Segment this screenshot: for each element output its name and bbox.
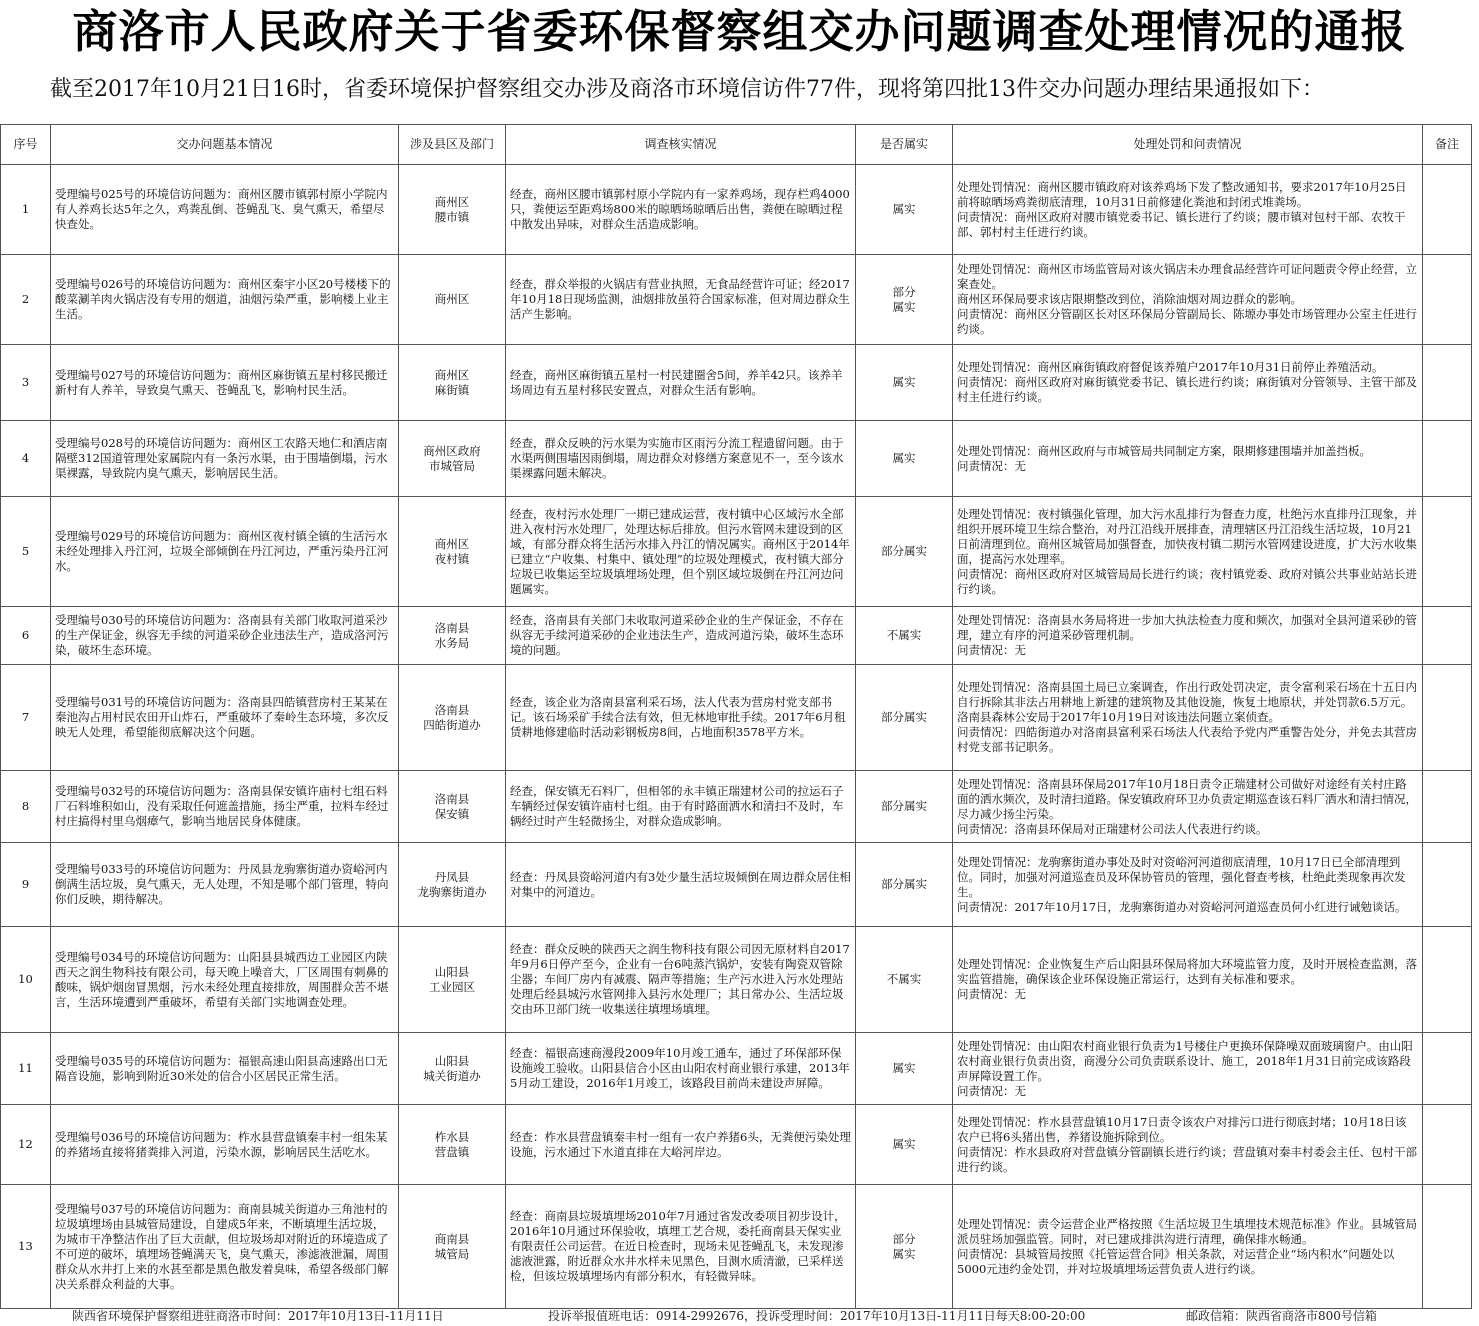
cell-department: 商州区 腰市镇 <box>399 165 506 255</box>
cell-issue: 受理编号032号的环境信访问题为：洛南县保安镇许庙村七组石料厂石料堆积如山，没有采取任何遮盖措施，扬尘严重，拉料车经过村庄搞得村里乌烟瘴气，影响当地居民身体健康。 <box>51 771 399 843</box>
table-row <box>1 165 1472 255</box>
cell-issue: 受理编号030号的环境信访问题为：洛南县有关部门收取河道采沙的生产保证金，纵容无手续的河道采砂企业违法生产，造成洛河污染，破坏生态环境。 <box>51 607 399 665</box>
cell-investigation: 经查，夜村污水处理厂一期已建成运营，夜村镇中心区域污水全部进入夜村污水处理厂，处理达标后排放。但污水管网未建设到的区域，有部分群众将生活污水排入丹江的情况属实。商州区于2014年已建立“户收集、村集中、镇处理”的垃圾处理模式，夜村镇大部分垃圾已收集运至垃圾填埋场处理，但个别区域垃圾倒在丹江河边问题属实。 <box>506 497 856 607</box>
intro-paragraph: 截至2017年10月21日16时，省委环境保护督察组交办涉及商洛市环境信访件77件，现将第四批13件交办问题办理结果通报如下： <box>50 77 1324 102</box>
cell-remark <box>1423 497 1472 607</box>
cell-number: 12 <box>1 1105 51 1185</box>
cell-remark <box>1423 607 1472 665</box>
cell-remark <box>1423 927 1472 1033</box>
cell-department: 丹凤县 龙驹寨街道办 <box>399 843 506 927</box>
cell-verified: 部分属实 <box>856 497 953 607</box>
cell-handling: 处理处罚情况：企业恢复生产后山阳县环保局将加大环境监管力度，及时开展检查监测，落实监管措施，确保该企业环保设施正常运行，达到有关标准和要求。 问责情况：无 <box>953 927 1423 1033</box>
footer-hotline: 投诉举报值班电话：0914-2992676，投诉受理时间：2017年10月13日-11月11日每天8:00-20:00 <box>548 1309 1086 1323</box>
cell-number: 9 <box>1 843 51 927</box>
col-header-issue: 交办问题基本情况 <box>51 125 399 165</box>
cell-verified: 部分 属实 <box>856 1185 953 1309</box>
cell-handling: 处理处罚情况：责令运营企业严格按照《生活垃圾卫生填埋技术规范标准》作业。县城管局派员驻场加强监管。同时，对已建成排洪沟进行清理，确保排水畅通。 问责情况：县城管局按照《托管运营合同》相关条款，对运营企业“场内积水”问题处以5000元违约金处罚，并对垃圾填埋场运营负责人进行约谈。 <box>953 1185 1423 1309</box>
footer-mailbox: 邮政信箱：陕西省商洛市800号信箱 <box>1186 1309 1377 1323</box>
cell-investigation: 经查，群众反映的污水渠为实施市区雨污分流工程遗留问题。由于水渠两侧围墙因雨倒塌，周边群众对修缮方案意见不一，至今该水渠裸露问题未解决。 <box>506 421 856 497</box>
table-row <box>1 421 1472 497</box>
cell-verified: 属实 <box>856 1105 953 1185</box>
cell-investigation: 经查：群众反映的陕西天之润生物科技有限公司因无原材料自2017年9月6日停产至今，企业有一台6吨蒸汽锅炉，安装有陶瓷双管除尘器；车间厂房内有减震、隔声等措施；生产污水进入污水处理站处理后经县城污水管网排入县污水处理厂；其日常办公、生活垃圾交由环卫部门统一收集送往填埋场填埋。 <box>506 927 856 1033</box>
cell-investigation: 经查：丹凤县资峪河道内有3处少量生活垃圾倾倒在周边群众居住相对集中的河道边。 <box>506 843 856 927</box>
cell-handling: 处理处罚情况：商州区市场监管局对该火锅店未办理食品经营许可证问题责令停止经营，立案查处。 商州区环保局要求该店限期整改到位，消除油烟对周边群众的影响。 问责情况：商州区分管副区长对区环保局分管副局长、陈塬办事处市场管理办公室主任进行约谈。 <box>953 255 1423 345</box>
col-header-investigation: 调查核实情况 <box>506 125 856 165</box>
cell-department: 商州区 <box>399 255 506 345</box>
cell-verified: 属实 <box>856 345 953 421</box>
cell-number: 10 <box>1 927 51 1033</box>
cell-verified: 属实 <box>856 165 953 255</box>
col-header-handling: 处理处罚和问责情况 <box>953 125 1423 165</box>
cell-investigation: 经查，洛南县有关部门未收取河道采砂企业的生产保证金，不存在纵容无手续河道采砂的企业违法生产，造成河道污染，破坏生态环境的问题。 <box>506 607 856 665</box>
cell-department: 洛南县 保安镇 <box>399 771 506 843</box>
cell-handling: 处理处罚情况：柞水县营盘镇10月17日责令该农户对排污口进行彻底封堵；10月18日该农户已将6头猪出售，养猪设施拆除到位。 问责情况：柞水县政府对营盘镇分管副镇长进行约谈；营盘镇对秦丰村委会主任、包村干部进行约谈。 <box>953 1105 1423 1185</box>
cell-number: 4 <box>1 421 51 497</box>
cell-number: 11 <box>1 1033 51 1105</box>
col-header-department: 涉及县区及部门 <box>399 125 506 165</box>
cell-remark <box>1423 1033 1472 1105</box>
col-header-remark: 备注 <box>1423 125 1472 165</box>
cell-issue: 受理编号033号的环境信访问题为：丹凤县龙驹寨街道办资峪河内倒满生活垃圾，臭气熏天，无人处理，不知是哪个部门管理，特向你们反映，期待解决。 <box>51 843 399 927</box>
cell-department: 山阳县 城关街道办 <box>399 1033 506 1105</box>
cell-department: 商州区 麻街镇 <box>399 345 506 421</box>
cell-number: 2 <box>1 255 51 345</box>
cell-department: 商州区 夜村镇 <box>399 497 506 607</box>
cell-handling: 处理处罚情况：商州区腰市镇政府对该养鸡场下发了整改通知书，要求2017年10月25日前将晾晒场鸡粪彻底清理，10月31日前修建化粪池和封闭式堆粪场。 问责情况：商州区政府对腰市镇党委书记、镇长进行了约谈；腰市镇对包村干部、农牧干部、郭村村主任进行约谈。 <box>953 165 1423 255</box>
cell-investigation: 经查：商南县垃圾填埋场2010年7月通过省发改委项目初步设计，2016年10月通过环保验收，填埋工艺合规，委托商南县天保实业有限责任公司运营。在近日检查时，现场未见苍蝇乱飞，未发现渗滤液泄露，附近群众水井水样未见黑色，目测水质清澈，已采样送检，但该垃圾填埋场内有部分积水，有轻微异味。 <box>506 1185 856 1309</box>
cell-issue: 受理编号026号的环境信访问题为：商州区秦宇小区20号楼楼下的酸菜涮羊肉火锅店没有专用的烟道，油烟污染严重，影响楼上业主生活。 <box>51 255 399 345</box>
cell-issue: 受理编号027号的环境信访问题为：商州区麻街镇五星村移民搬迁新村有人养羊，导致臭气熏天、苍蝇乱飞，影响村民生活。 <box>51 345 399 421</box>
notice-table <box>0 124 1472 1309</box>
cell-remark <box>1423 771 1472 843</box>
cell-department: 商南县 城管局 <box>399 1185 506 1309</box>
cell-number: 6 <box>1 607 51 665</box>
cell-number: 1 <box>1 165 51 255</box>
table-row <box>1 1033 1472 1105</box>
col-header-verified: 是否属实 <box>856 125 953 165</box>
cell-department: 洛南县 水务局 <box>399 607 506 665</box>
cell-number: 7 <box>1 665 51 771</box>
cell-investigation: 经查，群众举报的火锅店有营业执照，无食品经营许可证；经2017年10月18日现场监测，油烟排放虽符合国家标准，但对周边群众生活产生影响。 <box>506 255 856 345</box>
cell-verified: 部分属实 <box>856 843 953 927</box>
page-title: 商洛市人民政府关于省委环保督察组交办问题调查处理情况的通报 <box>72 5 1407 58</box>
cell-number: 8 <box>1 771 51 843</box>
cell-investigation: 经查：福银高速商漫段2009年10月竣工通车，通过了环保部环保设施竣工验收。山阳县信合小区由山阳农村商业银行承建，2013年5月动工建设，2016年1月竣工，该路段目前尚未建设声屏障。 <box>506 1033 856 1105</box>
cell-number: 5 <box>1 497 51 607</box>
cell-verified: 属实 <box>856 1033 953 1105</box>
cell-remark <box>1423 345 1472 421</box>
footer <box>0 1306 1479 1326</box>
cell-issue: 受理编号031号的环境信访问题为：洛南县四皓镇营房村王某某在秦池沟占用村民农田开山炸石，严重破坏了秦岭生态环境，多次反映无人处理，希望能彻底解决这个问题。 <box>51 665 399 771</box>
table-header-row <box>1 125 1472 165</box>
cell-issue: 受理编号028号的环境信访问题为：商州区工农路天地仁和酒店南隔壁312国道管理处家属院内有一条污水渠，由于围墙倒塌，污水渠裸露，导致院内臭气熏天，影响居民生活。 <box>51 421 399 497</box>
cell-remark <box>1423 1105 1472 1185</box>
cell-investigation: 经查，保安镇无石料厂，但相邻的永丰镇正瑞建材公司的拉运石子车辆经过保安镇许庙村七组。由于有时路面洒水和清扫不及时，车辆经过时产生轻微扬尘，对群众造成影响。 <box>506 771 856 843</box>
table-row <box>1 771 1472 843</box>
cell-remark <box>1423 165 1472 255</box>
cell-investigation: 经查，该企业为洛南县富利采石场，法人代表为营房村党支部书记。该石场采矿手续合法有效，但无林地审批手续。2017年6月租赁耕地修建临时活动彩钢板房8间，占地面积3578平方米。 <box>506 665 856 771</box>
cell-verified: 不属实 <box>856 927 953 1033</box>
cell-investigation: 经查：柞水县营盘镇秦丰村一组有一农户养猪6头，无粪便污染处理设施，污水通过下水道直排在大峪河岸边。 <box>506 1105 856 1185</box>
cell-remark <box>1423 843 1472 927</box>
cell-issue: 受理编号034号的环境信访问题为：山阳县县城西边工业园区内陕西天之润生物科技有限公司，每天晚上噪音大，厂区周围有刺鼻的酸味，锅炉烟囱冒黑烟，污水未经处理直接排放，周围群众苦不堪言，生活环境遭到严重破坏，希望有关部门实地调查处理。 <box>51 927 399 1033</box>
cell-remark <box>1423 1185 1472 1309</box>
cell-handling: 处理处罚情况：洛南县国土局已立案调查，作出行政处罚决定，责令富利采石场在十五日内自行拆除其非法占用耕地上新建的建筑物及其他设施，恢复土地原状，并处罚款6.5万元。洛南县森林公安局于2017年10月19日对该违法问题立案侦查。 问责情况：四皓街道办对洛南县富利采石场法人代表给予党内严重警告处分，并免去其营房村党支部书记职务。 <box>953 665 1423 771</box>
cell-handling: 处理处罚情况：洛南县水务局将进一步加大执法检查力度和频次，加强对全县河道采砂的管理，建立有序的河道采砂管理机制。 问责情况：无 <box>953 607 1423 665</box>
table-row <box>1 843 1472 927</box>
cell-handling: 处理处罚情况：商州区政府与市城管局共同制定方案，限期修建围墙并加盖挡板。 问责情况：无 <box>953 421 1423 497</box>
cell-verified: 部分属实 <box>856 771 953 843</box>
table-row <box>1 345 1472 421</box>
table-row <box>1 665 1472 771</box>
cell-issue: 受理编号029号的环境信访问题为：商州区夜村镇全镇的生活污水未经处理排入丹江河，垃圾全部倾倒在丹江河边，严重污染丹江河水。 <box>51 497 399 607</box>
table-row <box>1 1105 1472 1185</box>
cell-handling: 处理处罚情况：洛南县环保局2017年10月18日责令正瑞建材公司做好对途经有关村庄路面的洒水频次，及时清扫道路。保安镇政府环卫办负责定期巡查该石料厂洒水和清扫情况，尽力减少扬尘污染。 问责情况：洛南县环保局对正瑞建材公司法人代表进行约谈。 <box>953 771 1423 843</box>
cell-department: 山阳县 工业园区 <box>399 927 506 1033</box>
table-row <box>1 1185 1472 1309</box>
footer-stationing-time: 陕西省环境保护督察组进驻商洛市时间：2017年10月13日-11月11日 <box>72 1309 444 1323</box>
cell-issue: 受理编号025号的环境信访问题为：商州区腰市镇郭村原小学院内有人养鸡长达5年之久，鸡粪乱倒、苍蝇乱飞、臭气熏天，希望尽快查处。 <box>51 165 399 255</box>
cell-number: 3 <box>1 345 51 421</box>
cell-verified: 部分 属实 <box>856 255 953 345</box>
cell-remark <box>1423 665 1472 771</box>
cell-department: 洛南县 四皓街道办 <box>399 665 506 771</box>
cell-department: 商州区政府 市城管局 <box>399 421 506 497</box>
cell-verified: 属实 <box>856 421 953 497</box>
cell-verified: 部分属实 <box>856 665 953 771</box>
cell-verified: 不属实 <box>856 607 953 665</box>
cell-issue: 受理编号037号的环境信访问题为：商南县城关街道办三角池村的垃圾填埋场由县城管局建设，自建成5年来，不断填埋生活垃圾，为城市干净整洁作出了巨大贡献，但垃圾场却对附近的环境造成了不可逆的破坏，填埋场苍蝇满天飞，臭气熏天，渗滤液泄漏，周围群众从水井打上来的水甚至都是黑色散发着臭味，希望各级部门解决关系群众利益的大事。 <box>51 1185 399 1309</box>
table-row <box>1 607 1472 665</box>
cell-number: 13 <box>1 1185 51 1309</box>
table-row <box>1 255 1472 345</box>
cell-remark <box>1423 255 1472 345</box>
col-header-number: 序号 <box>1 125 51 165</box>
cell-issue: 受理编号035号的环境信访问题为：福银高速山阳县高速路出口无隔音设施，影响到附近30米处的信合小区居民正常生活。 <box>51 1033 399 1105</box>
cell-handling: 处理处罚情况：龙驹寨街道办事处及时对资峪河河道彻底清理，10月17日已全部清理到位。同时，加强对河道巡查员及环保协管员的管理，强化督查考核，杜绝此类现象再次发生。 问责情况：2017年10月17日，龙驹寨街道办对资峪河河道巡查员何小红进行诫勉谈话。 <box>953 843 1423 927</box>
table-row <box>1 497 1472 607</box>
cell-handling: 处理处罚情况：夜村镇强化管理，加大污水乱排行为督查力度，杜绝污水直排丹江现象，并组织开展环境卫生综合整治，对丹江沿线开展排查，清理辖区丹江沿线生活垃圾，10月21日前清理到位。商州区城管局加强督查，加快夜村镇二期污水管网建设进度，扩大污水收集面，提高污水处理率。 问责情况：商州区政府对区城管局局长进行约谈；夜村镇党委、政府对镇公共事业站站长进行约谈。 <box>953 497 1423 607</box>
cell-handling: 处理处罚情况：商州区麻街镇政府督促该养殖户2017年10月31日前停止养殖活动。 问责情况：商州区政府对麻街镇党委书记、镇长进行约谈；麻街镇对分管领导、主管干部及村主任进行约谈。 <box>953 345 1423 421</box>
cell-remark <box>1423 421 1472 497</box>
cell-department: 柞水县 营盘镇 <box>399 1105 506 1185</box>
cell-issue: 受理编号036号的环境信访问题为：柞水县营盘镇秦丰村一组朱某的养猪场直接将猪粪排入河道，污染水源，影响居民生活吃水。 <box>51 1105 399 1185</box>
cell-investigation: 经查，商州区麻街镇五星村一村民建圈舍5间，养羊42只。该养羊场周边有五星村移民安置点，对群众生活有影响。 <box>506 345 856 421</box>
table-row <box>1 927 1472 1033</box>
cell-handling: 处理处罚情况：由山阳农村商业银行负责为1号楼住户更换环保降噪双面玻璃窗户。由山阳农村商业银行负责出资，商漫分公司负责联系设计、施工，2018年1月31日前完成该路段声屏障设置工作。 问责情况：无 <box>953 1033 1423 1105</box>
cell-investigation: 经查，商州区腰市镇郭村原小学院内有一家养鸡场，现存栏鸡4000只，粪便运至距鸡场800米的晾晒场晾晒后出售，粪便在晾晒过程中散发出异味，对群众生活造成影响。 <box>506 165 856 255</box>
